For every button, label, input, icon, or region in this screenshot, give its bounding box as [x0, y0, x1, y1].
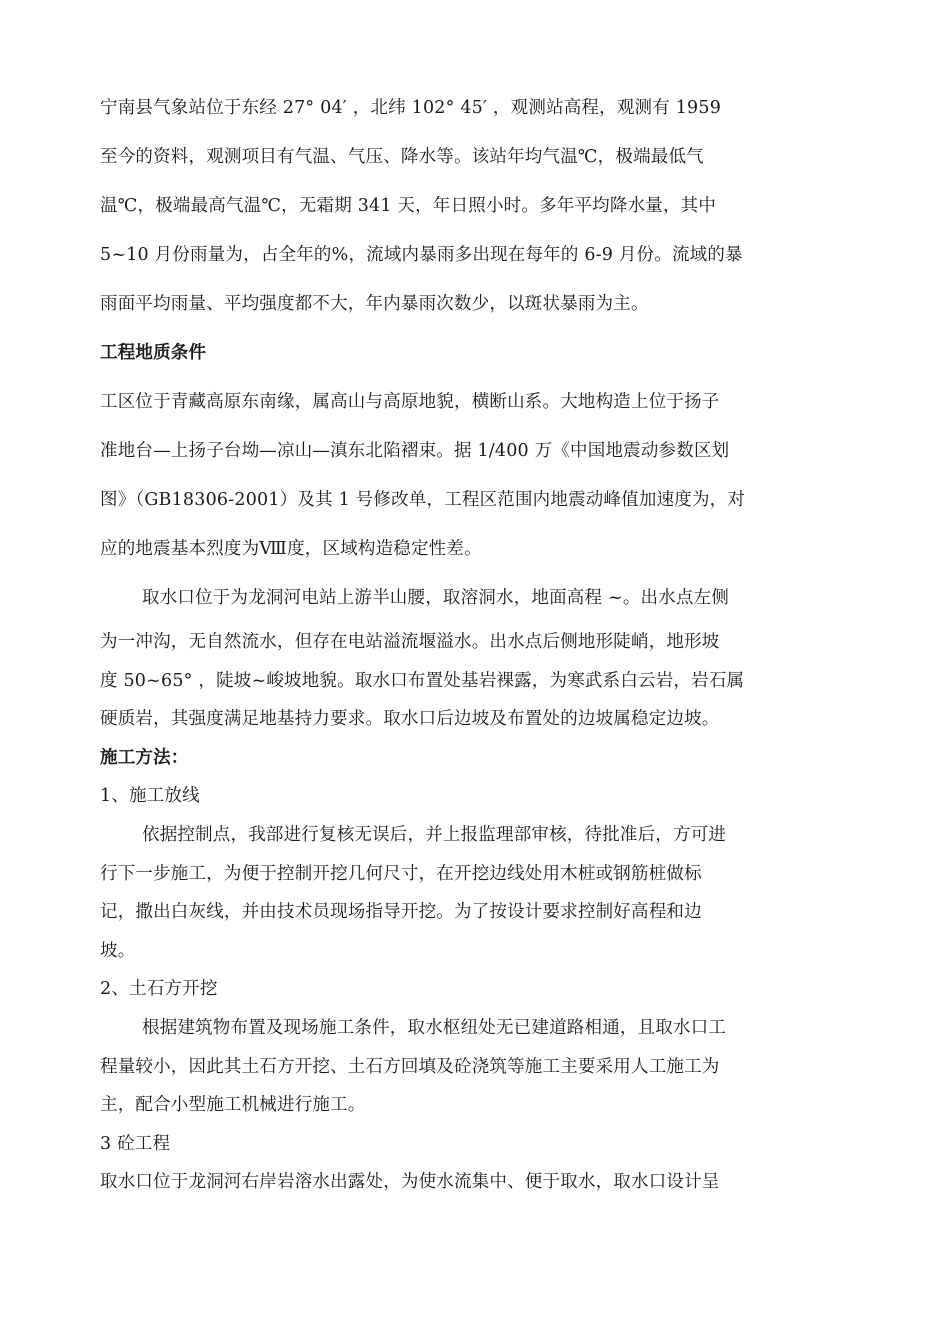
- text-line: 依据控制点，我部进行复核无误后，并上报监理部审核，待批准后，方可进: [142, 824, 727, 845]
- step1-title: 1、施工放线: [100, 786, 200, 807]
- step2-title: 2、土石方开挖: [100, 979, 218, 1000]
- text-line: 取水口位于为龙洞河电站上游半山腰，取溶洞水，地面高程 ~。出水点左侧: [142, 588, 730, 608]
- text-line: 至今的资料，观测项目有气温、气压、降水等。该站年均气温℃，极端最低气: [100, 147, 704, 167]
- text-line: 图》（GB18306-2001）及其 1 号修改单，工程区范围内地震动峰值加速度为，对: [100, 490, 746, 510]
- text-line: 行下一步施工，为便于控制开挖几何尺寸，在开挖边线处用木桩或钢筋桩做标: [100, 863, 702, 884]
- text-line: 坡。: [100, 940, 136, 961]
- text-line: 宁南县气象站位于东经 27° 04′ ，北纬 102° 45′ ，观测站高程，观测有 1959: [100, 98, 722, 118]
- text-line: 温℃，极端最高气温℃，无霜期 341 天，年日照小时。多年平均降水量，其中: [100, 196, 717, 216]
- document-page: [100, 84, 835, 1202]
- geology-paragraph-1: [100, 378, 835, 574]
- text-line: 为一冲沟，无自然流水，但存在电站溢流堰溢水。出水点后侧地形陡峭，地形坡: [100, 632, 720, 652]
- text-line: 度 50~65° ，陡坡~峻坡地貌。取水口布置处基岩裸露，为寒武系白云岩，岩石属: [100, 670, 745, 691]
- geology-heading: 工程地质条件: [100, 343, 207, 363]
- text-line: 雨面平均雨量、平均强度都不大，年内暴雨次数少，以斑状暴雨为主。: [100, 294, 649, 314]
- method-heading: 施工方法：: [100, 747, 189, 768]
- text-line: 取水口位于龙洞河右岸岩溶水出露处，为使水流集中、便于取水，取水口设计呈: [100, 1172, 720, 1193]
- text-line: 主，配合小型施工机械进行施工。: [100, 1095, 366, 1116]
- text-line: 硬质岩，其强度满足地基持力要求。取水口后边坡及布置处的边坡属稳定边坡。: [100, 709, 720, 730]
- text-line: 准地台—上扬子台坳—凉山—滇东北陷褶束。据 1/400 万《中国地震动参数区划: [100, 441, 730, 461]
- step3-paragraph: [100, 1163, 835, 1202]
- step2-paragraph: [100, 1009, 835, 1125]
- geology-paragraph-2: [100, 574, 835, 739]
- text-line: 应的地震基本烈度为Ⅷ度，区域构造稳定性差。: [100, 539, 482, 559]
- text-line: 5~10 月份雨量为，占全年的%，流域内暴雨多出现在每年的 6-9 月份。流域的暴: [100, 245, 743, 265]
- text-line: 工区位于青藏高原东南缘，属高山与高原地貌，横断山系。大地构造上位于扬子: [100, 392, 720, 412]
- step3-title: 3 砼工程: [100, 1133, 171, 1154]
- climate-paragraph: [100, 84, 835, 329]
- text-line: 根据建筑物布置及现场施工条件，取水枢纽处无已建道路相通，且取水口工: [142, 1017, 727, 1038]
- text-line: 程量较小，因此其土石方开挖、土石方回填及砼浇筑等施工主要采用人工施工为: [100, 1056, 720, 1077]
- step1-paragraph: [100, 816, 835, 970]
- text-line: 记，撒出白灰线，并由技术员现场指导开挖。为了按设计要求控制好高程和边: [100, 902, 702, 923]
